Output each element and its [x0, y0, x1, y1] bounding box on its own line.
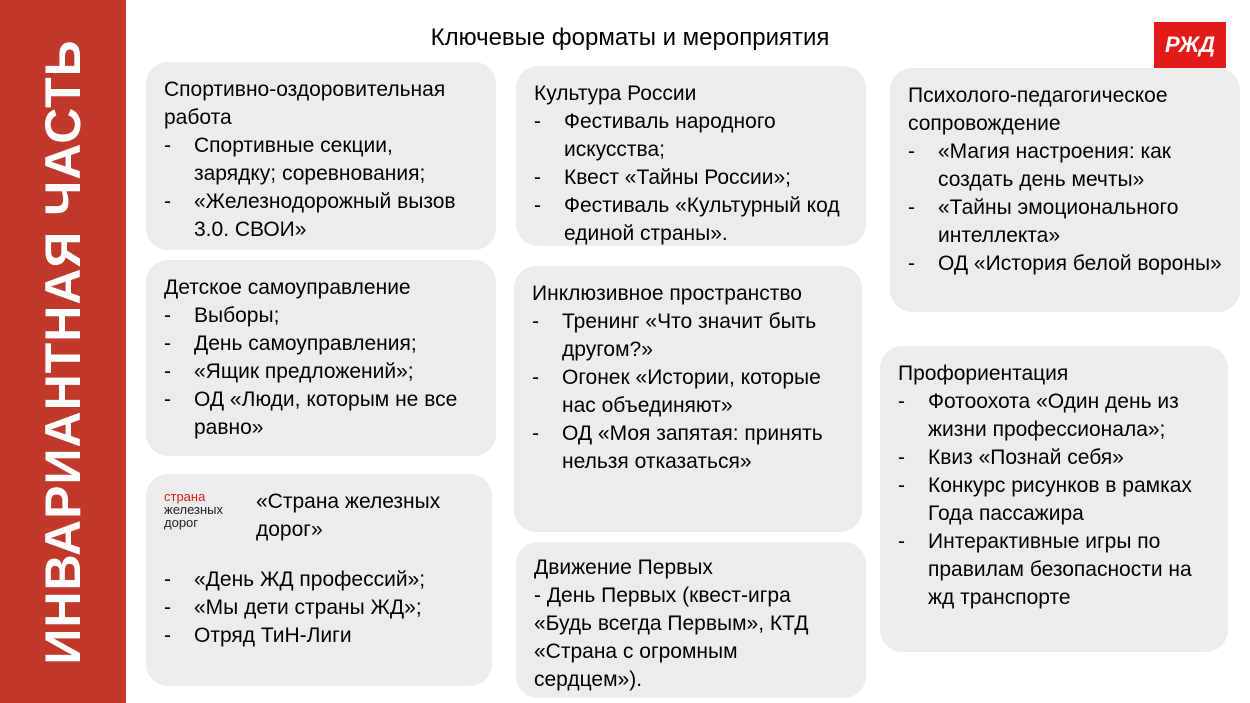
list-item: - «День ЖД профессий»; — [164, 568, 426, 591]
list-item: - Фотоохота «Один день из жизни профессионала»; — [898, 390, 1179, 441]
list-item: - Отряд ТиН-Лиги — [164, 624, 352, 647]
list-item: - Выборы; — [164, 304, 280, 327]
card-self-government — [146, 260, 496, 456]
list-item: - «Мы дети страны ЖД»; — [164, 596, 422, 619]
sidebar-title: ИНВАРИАНТНАЯ ЧАСТЬ — [35, 39, 91, 665]
rzd-logo: РЖД — [1154, 22, 1226, 68]
card-career — [880, 346, 1228, 652]
card-sport — [146, 62, 496, 250]
card-heading: Спортивно-оздоровительная работа — [164, 78, 446, 129]
list-item: - Квиз «Познай себя» — [898, 446, 1124, 469]
list-item: - Тренинг «Что значит быть другом?» — [532, 310, 817, 361]
card-psychology — [890, 68, 1240, 312]
card-body: - День Первых (квест-игра «Будь всегда Первым», КТД «Страна с огромным сердцем»). — [534, 584, 809, 691]
card-heading: Инклюзивное пространство — [532, 282, 802, 305]
strana-zhd-logo: страна железных дорог — [164, 489, 224, 530]
list-item: - Конкурс рисунков в рамках Года пассажира — [898, 474, 1192, 525]
list-item: - «Железнодорожный вызов 3.0. СВОИ» — [164, 190, 456, 241]
card-inclusive — [514, 266, 862, 532]
list-item: - Огонек «Истории, которые нас объединяют» — [532, 366, 821, 417]
list-item: - «Магия настроения: как создать день мечты» — [908, 140, 1171, 191]
sidebar-banner — [0, 0, 126, 703]
list-item: - День самоуправления; — [164, 332, 417, 355]
card-heading: Профориентация — [898, 362, 1069, 385]
list-item: - «Тайны эмоционального интеллекта» — [908, 196, 1179, 247]
page-title: Ключевые форматы и мероприятия — [430, 24, 830, 51]
list-item: - ОД «Люди, которым не все равно» — [164, 388, 458, 439]
card-heading: Детское самоуправление — [164, 276, 411, 299]
card-movement-first — [516, 542, 866, 698]
list-item: - Интерактивные игры по правилам безопасности на жд транспорте — [898, 530, 1192, 609]
card-heading: Психолого-педагогическое сопровождение — [908, 84, 1168, 135]
list-item: - Квест «Тайны России»; — [534, 166, 792, 189]
list-item: - ОД «История белой вороны» — [908, 252, 1222, 275]
card-culture — [516, 66, 866, 246]
card-strana-zhd — [146, 474, 492, 686]
list-item: - «Ящик предложений»; — [164, 360, 414, 383]
list-item: - Фестиваль «Культурный код единой страны». — [534, 194, 840, 245]
card-heading: Движение Первых — [534, 556, 713, 579]
list-item: - Фестиваль народного искусства; — [534, 110, 776, 161]
list-item: - Спортивные секции, зарядку; соревнования; — [164, 134, 426, 185]
card-heading: Культура России — [534, 82, 697, 105]
card-heading: «Страна железных дорог» — [256, 490, 441, 541]
list-item: - ОД «Моя запятая: принять нельзя отказаться» — [532, 422, 823, 473]
